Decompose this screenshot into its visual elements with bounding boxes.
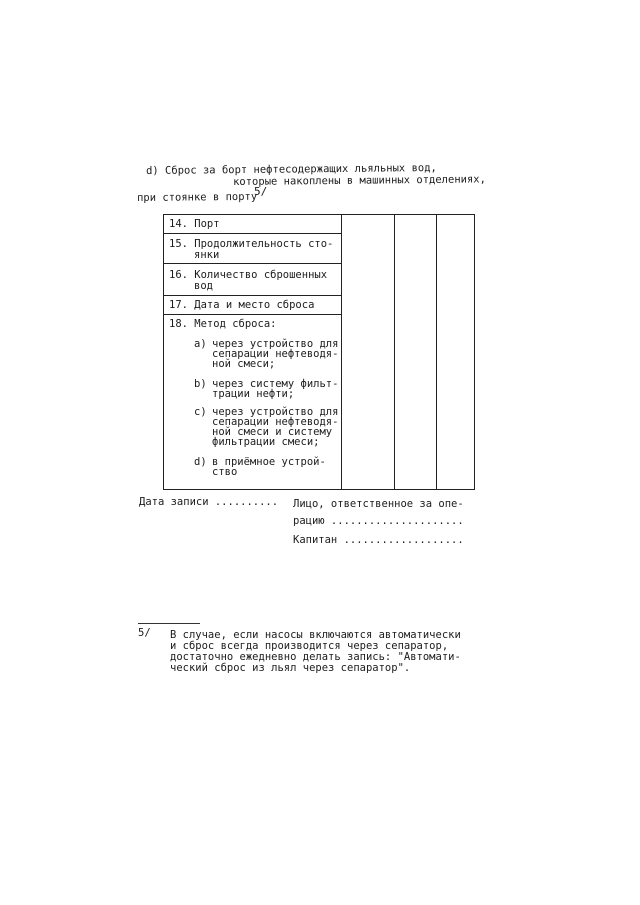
method-c-text: ной смеси и систему [212,426,333,438]
footnote-separator [138,623,200,624]
row-duration-label-cont: янки [194,249,220,261]
method-a-text: ной смеси; [212,358,276,370]
method-a-marker: a) [194,338,207,350]
section-heading-line-2: которые накоплены в машинных отделениях, [232,173,486,188]
row-divider [164,263,342,264]
row-port-label: 14. Порт [169,218,220,230]
footnote-text: и сброс всегда производится через сепаратор, [170,640,449,652]
footnote-number: 5/ [138,627,151,639]
captain-label: Капитан ................... [293,534,464,546]
row-quantity-label: 16. Количество сброшенных [169,269,328,281]
column-divider [436,215,437,489]
method-b-marker: b) [194,378,207,390]
row-date-place-label: 17. Дата и место сброса [169,299,315,311]
method-b-text: трации нефти; [212,388,295,400]
row-divider [164,314,342,315]
method-c-text: фильтрации смеси; [212,436,320,448]
method-d-text: ство [212,466,238,478]
footnote-text: В случае, если насосы включаются автоматически [170,629,461,641]
row-duration-label: 15. Продолжительность сто- [169,238,334,250]
method-a-text: сепарации нефтеводя- [212,348,339,360]
row-quantity-label-cont: вод [194,280,213,292]
method-a-text: через устройство для [212,338,339,350]
column-divider [341,215,342,489]
footnote-text: ческий сброс из льял через сепаратор". [170,662,411,674]
section-heading-line-1: d) Сброс за борт нефтесодержащих льяльных вод, [145,161,437,177]
method-c-text: через устройство для [212,406,339,418]
footnote-reference: 5/ [254,185,268,198]
method-c-marker: c) [194,406,207,418]
section-heading-line-3: при стоянке в порту [136,190,258,204]
footnote-text: достаточно ежедневно делать запись: "Автомати- [170,651,461,663]
responsible-person-label-cont: рацию ..................... [293,515,464,527]
row-divider [164,233,342,234]
method-d-marker: d) [194,456,207,468]
responsible-person-label: Лицо, ответственное за опе- [293,498,464,510]
row-method-label: 18. Метод сброса: [169,318,277,330]
method-d-text: в приёмное устрой- [212,456,326,468]
method-b-text: через систему фильт- [212,378,339,390]
discharge-record-table [163,214,475,490]
method-c-text: сепарации нефтеводя- [212,416,339,428]
entry-date-label: Дата записи .......... [139,496,279,508]
column-divider [394,215,395,489]
row-divider [164,295,342,296]
